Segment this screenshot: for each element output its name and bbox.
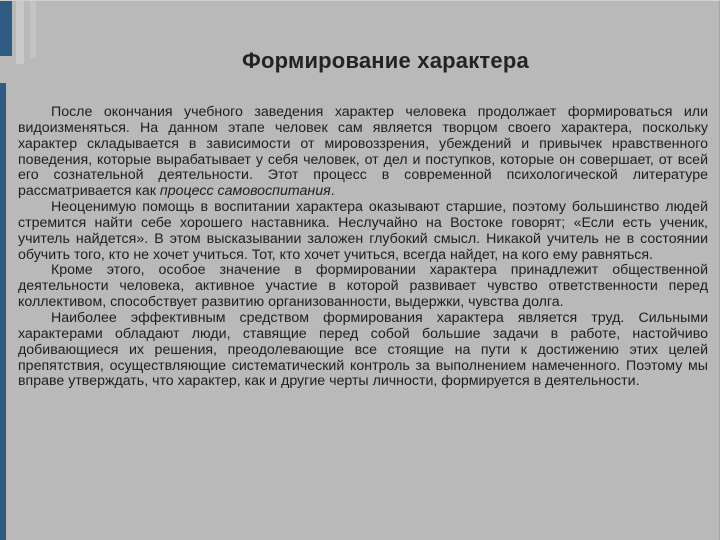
paragraph-1-tail: .: [330, 183, 335, 200]
paragraph-2: Неоценимую помощь в воспитании характера оказывают старшие, поэтому большинство людей стремится найти себе хорошего наставника. Неслучайно на Востоке говорят; «Если есть ученик, учитель найдется». В этом высказывании заложен глубокий смысл. Никакой учитель не в состоянии обучить того, кто не хочет учиться. Тот, кто хочет учиться, всегда найдет, на кого ему равняться.: [18, 199, 708, 263]
slide-body: [18, 105, 708, 390]
accent-bar-top: [0, 0, 12, 56]
paragraph-1-text: После окончания учебного заведения характер человека продолжает формироваться или видоизменяться. На данном этапе человек сам является творцом своего характера, поскольку характер складывается в зависимости от мировоззрения, убеждений и привычек нравственного поведения, которые вырабатывает у себя человек, от дел и поступков, которые он совершает, от всей его сознательной деятельности. Этот процесс в современной психологической литературе рассматривается как: [18, 104, 708, 200]
decor-stripe: [16, 0, 24, 64]
slide-title: Формирование характера: [242, 48, 529, 73]
paragraph-1: [18, 105, 708, 200]
decor-stripe: [30, 0, 36, 58]
paragraph-3: Кроме этого, особое значение в формировании характера принадлежит общественной деятельности человека, активное участие в которой развивает чувство ответственности перед коллективом, способствует развитию организованности, выдержки, чувства долга.: [18, 262, 708, 311]
paragraph-1-emphasis: процесс самовоспитания: [159, 183, 331, 200]
paragraph-4: Наиболее эффективным средством формирования характера является труд. Сильными характерами обладают люди, ставящие перед собой большие задачи в работе, настойчиво добивающиеся их решения, преодолевающие все стоящие на пути к достижению этих целей препятствия, осуществляющие систематический контроль за выполнением намеченного. Поэтому мы вправе утверждать, что характер, как и другие черты личности, формируется в деятельности.: [18, 309, 708, 390]
accent-bar-left: [0, 83, 6, 540]
